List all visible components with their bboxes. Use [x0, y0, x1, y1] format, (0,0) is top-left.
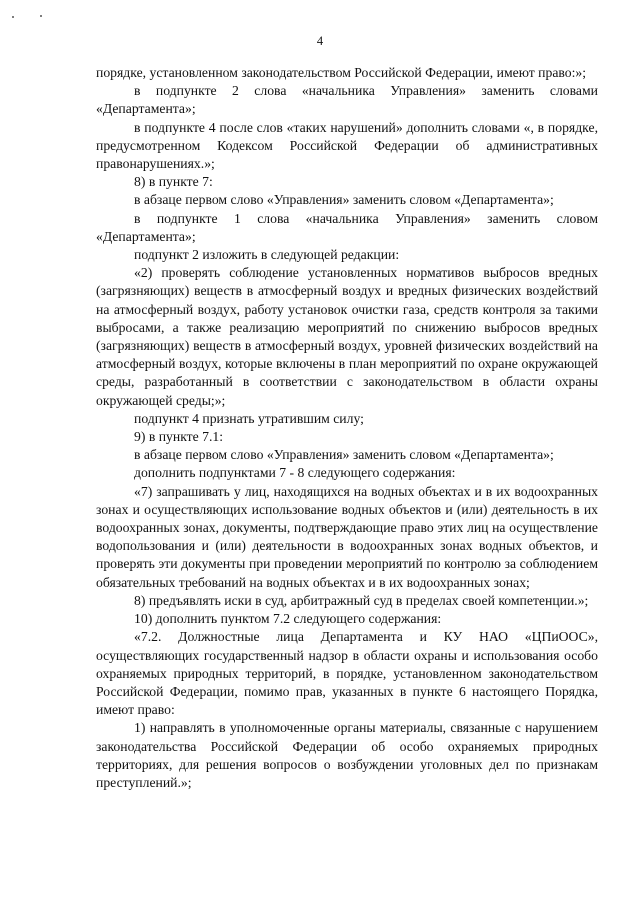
paragraph: подпункт 4 признать утратившим силу; [134, 410, 364, 426]
paragraph: в абзаце первом слово «Управления» заменить словом «Департамента»; [134, 192, 554, 208]
scan-artifact-dot [40, 15, 42, 17]
paragraph: «7) запрашивать у лиц, находящихся на водных объектах и в их водоохранных зонах и осуществляющих использование водных объектов и (или) деятельность в их водоохранных зонах, документы, подтверждающие право этих лиц на осуществление водопользования и (или) деятельности в водоохранных зонах водных объектов, и проверять эти документы при проведении мероприятий по контролю за соблюдением обязательных требований на водных объектах и в их водоохранных зонах; [96, 483, 598, 590]
paragraph: в подпункте 2 слова «начальника Управления» заменить словами «Департамента»; [96, 83, 598, 117]
paragraph: 1) направлять в уполномоченные органы материалы, связанные с нарушением законодательства Российской Федерации об особо охраняемых природных территориях, для решения вопросов о возбуждении уголовных дел по признакам преступлений.»; [96, 720, 598, 790]
paragraph: 8) в пункте 7: [134, 174, 213, 190]
paragraph: «7.2. Должностные лица Департамента и КУ НАО «ЦПиООС», осуществляющих государственный надзор в области охраны и использования особо охраняемых природных территорий, в порядке, установленном законодательством Российской Федерации, помимо прав, указанных в пункте 6 настоящего Порядка, имеют право: [96, 629, 598, 718]
paragraph: порядке, установленном законодательством Российской Федерации, имеют право:»; [96, 65, 587, 80]
paragraph: 8) предъявлять иски в суд, арбитражный суд в пределах своей компетенции.»; [134, 592, 589, 608]
paragraph: в подпункте 1 слова «начальника Управления» заменить словом «Департамента»; [96, 210, 598, 244]
paragraph: в подпункте 4 после слов «таких нарушений» дополнить словами «, в порядке, предусмотренном Кодексом Российской Федерации об административных правонарушениях.»; [96, 119, 598, 172]
paragraph: «2) проверять соблюдение установленных нормативов выбросов вредных (загрязняющих) веществ в атмосферный воздух и вредных физических воздействий на атмосферный воздух, работу установок очистки газа, средств контроля за такими выбросами, а также реализацию мероприятий по снижению выбросов вредных (загрязняющих) веществ в атмосферный воздух, уровней физических воздействий на атмосферный воздух, которые включены в план мероприятий по охране окружающей среды, разработанный в соответствии с законодательством в области охраны окружающей среды;»; [96, 265, 598, 408]
paragraph: в абзаце первом слово «Управления» заменить словом «Департамента»; [134, 447, 554, 463]
document-body [96, 64, 598, 792]
paragraph: подпункт 2 изложить в следующей редакции: [134, 247, 400, 263]
paragraph: 9) в пункте 7.1: [134, 429, 224, 445]
paragraph: 10) дополнить пунктом 7.2 следующего содержания: [134, 611, 442, 627]
page-number: 4 [316, 34, 324, 48]
paragraph: дополнить подпунктами 7 - 8 следующего содержания: [134, 465, 456, 481]
scan-artifact-dot [12, 16, 14, 18]
